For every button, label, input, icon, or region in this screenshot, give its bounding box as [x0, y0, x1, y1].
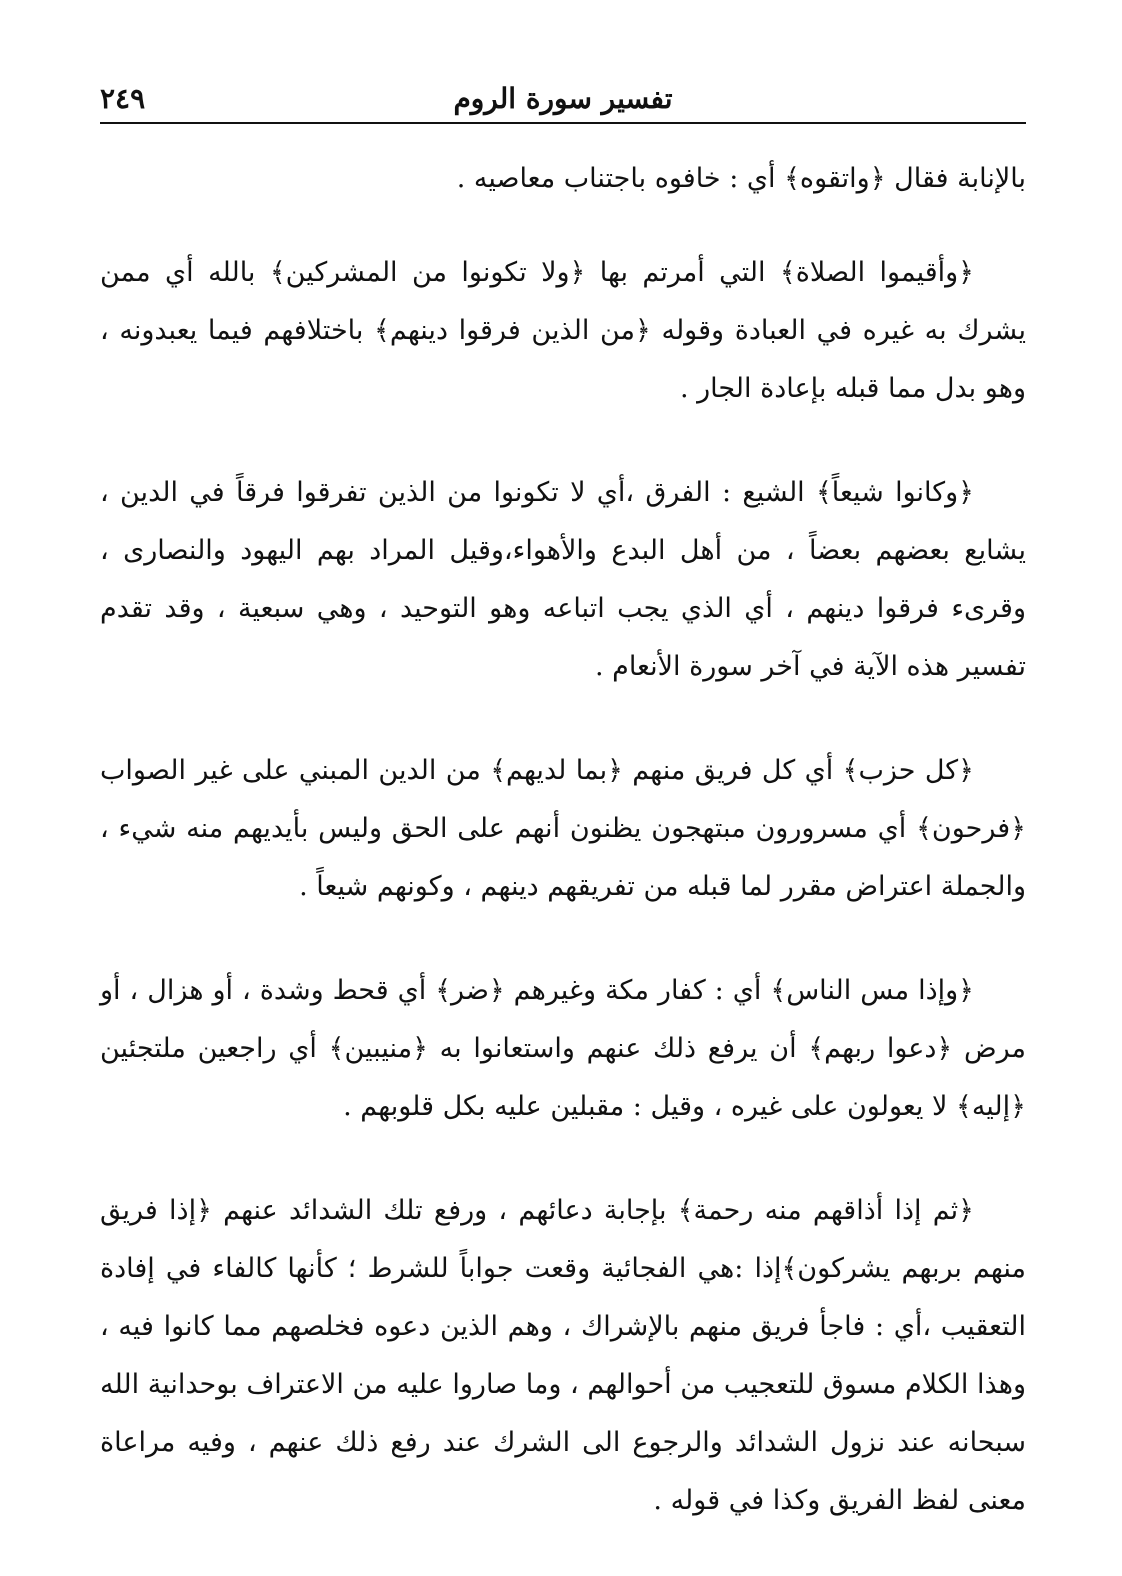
page-number: ٢٤٩: [100, 82, 146, 115]
paragraph-1: بالإنابة فقال ﴿واتقوه﴾ أي : خافوه باجتناب معاصيه .: [456, 163, 1026, 194]
page-header: [100, 70, 1026, 124]
paragraph-4: ﴿كل حزب﴾ أي كل فريق منهم ﴿بما لديهم﴾ من الدين المبني على غير الصواب ﴿فرحون﴾ أي مسرورون مبتهجون يظنون أنهم على الحق وليس بأيديهم منه شيء ، والجملة اعتراض مقرر لما قبله من تفريقهم دينهم ، وكونهم شيعاً .: [100, 755, 1026, 902]
paragraph-2: ﴿وأقيموا الصلاة﴾ التي أمرتم بها ﴿ولا تكونوا من المشركين﴾ بالله أي ممن يشرك به غيره في العبادة وقوله ﴿من الذين فرقوا دينهم﴾ باختلافهم فيما يعبدونه ، وهو بدل مما قبله بإعادة الجار .: [100, 257, 1026, 404]
paragraph-6: ﴿ثم إذا أذاقهم منه رحمة﴾ بإجابة دعائهم ، ورفع تلك الشدائد عنهم ﴿إذا فريق منهم بربهم يشركون﴾إذا :هي الفجائية وقعت جواباً للشرط ؛ كأنها كالفاء في إفادة التعقيب ،أي : فاجأ فريق منهم بالإشراك ، وهم الذين دعوه فخلصهم مما كانوا فيه ، وهذا الكلام مسوق للتعجيب من أحوالهم ، وما صاروا عليه من الاعتراف بوحدانية الله سبحانه عند نزول الشدائد والرجوع الى الشرك عند رفع ذلك عنهم ، وفيه مراعاة معنى لفظ الفريق وكذا في قوله .: [100, 1195, 1026, 1516]
body-text: [100, 150, 1026, 1576]
running-title: تفسير سورة الروم: [453, 82, 673, 115]
paragraph-5: ﴿وإذا مس الناس﴾ أي : كفار مكة وغيرهم ﴿ضر﴾ أي قحط وشدة ، أو هزال ، أو مرض ﴿دعوا ربهم﴾ أن يرفع ذلك عنهم واستعانوا به ﴿منيبين﴾ أي راجعين ملتجئين ﴿إليه﴾ لا يعولون على غيره ، وقيل : مقبلين عليه بكل قلوبهم .: [100, 975, 1026, 1122]
paragraph-3: ﴿وكانوا شيعاً﴾ الشيع : الفرق ،أي لا تكونوا من الذين تفرقوا فرقاً في الدين ، يشايع بعضهم بعضاً ، من أهل البدع والأهواء،وقيل المراد بهم اليهود والنصارى ، وقرىء فرقوا دينهم ، أي الذي يجب اتباعه وهو التوحيد ، وهي سبعية ، وقد تقدم تفسير هذه الآية في آخر سورة الأنعام .: [100, 477, 1026, 682]
